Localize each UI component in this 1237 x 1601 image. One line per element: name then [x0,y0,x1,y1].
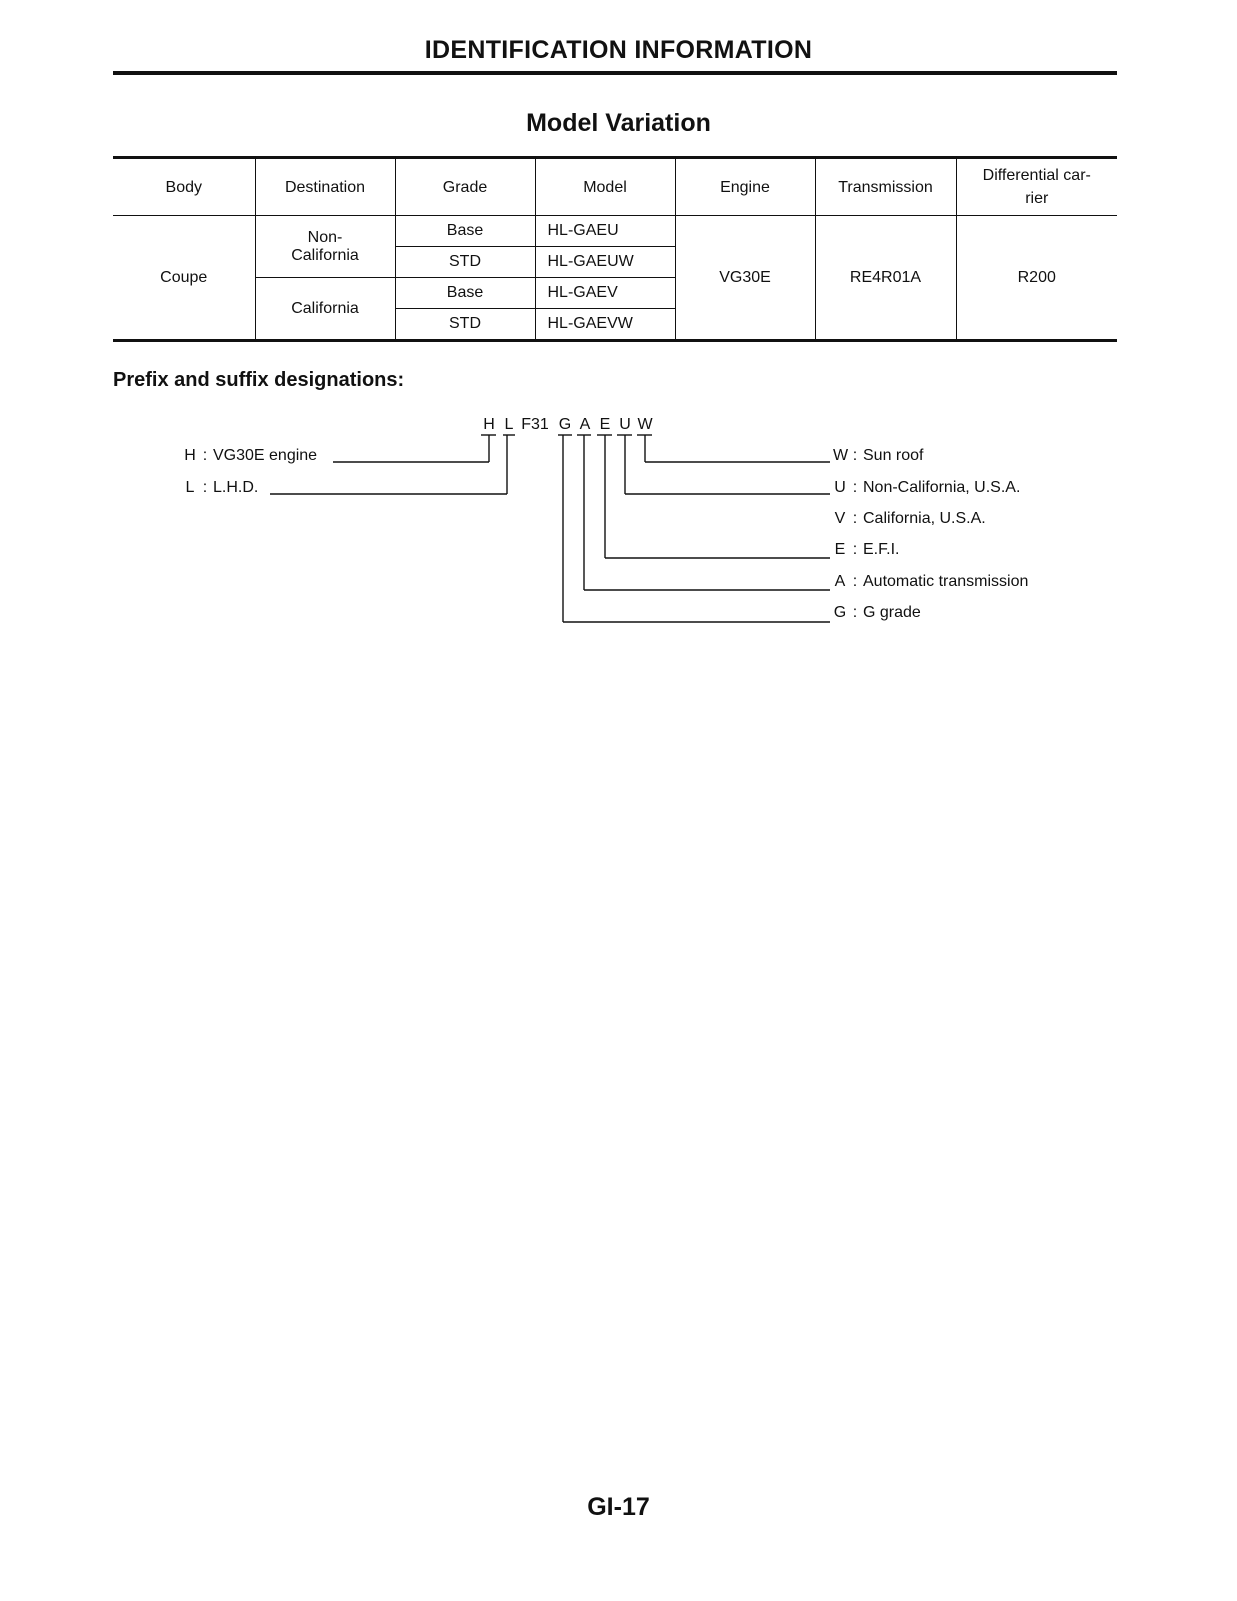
legend-sep: : [852,573,858,590]
legend-key: G [833,604,847,621]
grade-cell: STD [395,247,535,278]
legend-sep: : [852,510,858,527]
code-letter-f31: F31 [521,416,549,433]
legend-right-item [833,479,1020,497]
legend-text: L.H.D. [213,479,259,496]
code-letter-g: G [558,416,572,433]
legend-key: U [834,479,846,496]
header-destination: Destination [255,158,395,216]
engine-cell: VG30E [675,216,815,341]
legend-text: E.F.I. [863,541,900,558]
header-transmission: Transmission [815,158,956,216]
code-letter-a: A [579,416,591,433]
header-grade: Grade [395,158,535,216]
code-letter-h: H [483,416,495,433]
legend-key: A [834,573,846,590]
code-letter-e: E [599,416,611,433]
destination-california: California [255,278,395,341]
legend-right-item [833,510,986,528]
section-title: Model Variation [526,109,711,137]
header-body: Body [165,178,202,196]
legend-key: W [833,447,849,464]
legend-right-item [833,447,923,465]
legend-text: G grade [863,604,921,621]
page-number: GI-17 [587,1493,650,1521]
model-cell: HL-GAEVW [535,309,675,341]
legend-right-item [833,604,921,622]
transmission-cell: RE4R01A [815,216,956,341]
prefix-suffix-title: Prefix and suffix designations: [113,369,405,391]
legend-text: VG30E engine [213,447,318,464]
grade-cell: STD [395,309,535,341]
legend-key: L [185,479,195,496]
header-model: Model [535,158,675,216]
legend-key: V [834,510,846,527]
legend-key: E [834,541,846,558]
legend-text: California, U.S.A. [863,510,986,527]
grade-cell: Base [395,278,535,309]
legend-sep: : [852,479,858,496]
legend-left-item [183,479,258,497]
legend-key: H [184,447,196,464]
body-cell: Coupe [160,268,208,286]
header-engine: Engine [675,158,815,216]
destination-non-california-line1: Non- [307,228,343,246]
legend-right-item [833,541,899,559]
code-letter-w: W [637,416,653,433]
legend-text: Sun roof [863,447,924,464]
legend-sep: : [202,479,208,496]
legend-sep: : [852,541,858,558]
model-cell: HL-GAEUW [535,247,675,278]
legend-left-item [183,447,317,465]
header-differential-line2: rier [1025,190,1049,207]
code-letter-u: U [619,416,631,433]
legend-sep: : [202,447,208,464]
designation-diagram [0,0,1237,700]
differential-cell: R200 [956,216,1117,341]
grade-cell: Base [395,216,535,247]
model-cell: HL-GAEU [535,216,675,247]
legend-sep: : [852,604,858,621]
model-cell: HL-GAEV [535,278,675,309]
code-letter-l: L [504,416,514,433]
legend-text: Non-California, U.S.A. [863,479,1021,496]
header-differential-line1: Differential car- [982,167,1091,184]
page-title: IDENTIFICATION INFORMATION [424,36,813,64]
legend-text: Automatic transmission [863,573,1029,590]
destination-non-california-line2: California [291,246,359,264]
legend-right-item [833,573,1028,591]
legend-sep: : [852,447,858,464]
